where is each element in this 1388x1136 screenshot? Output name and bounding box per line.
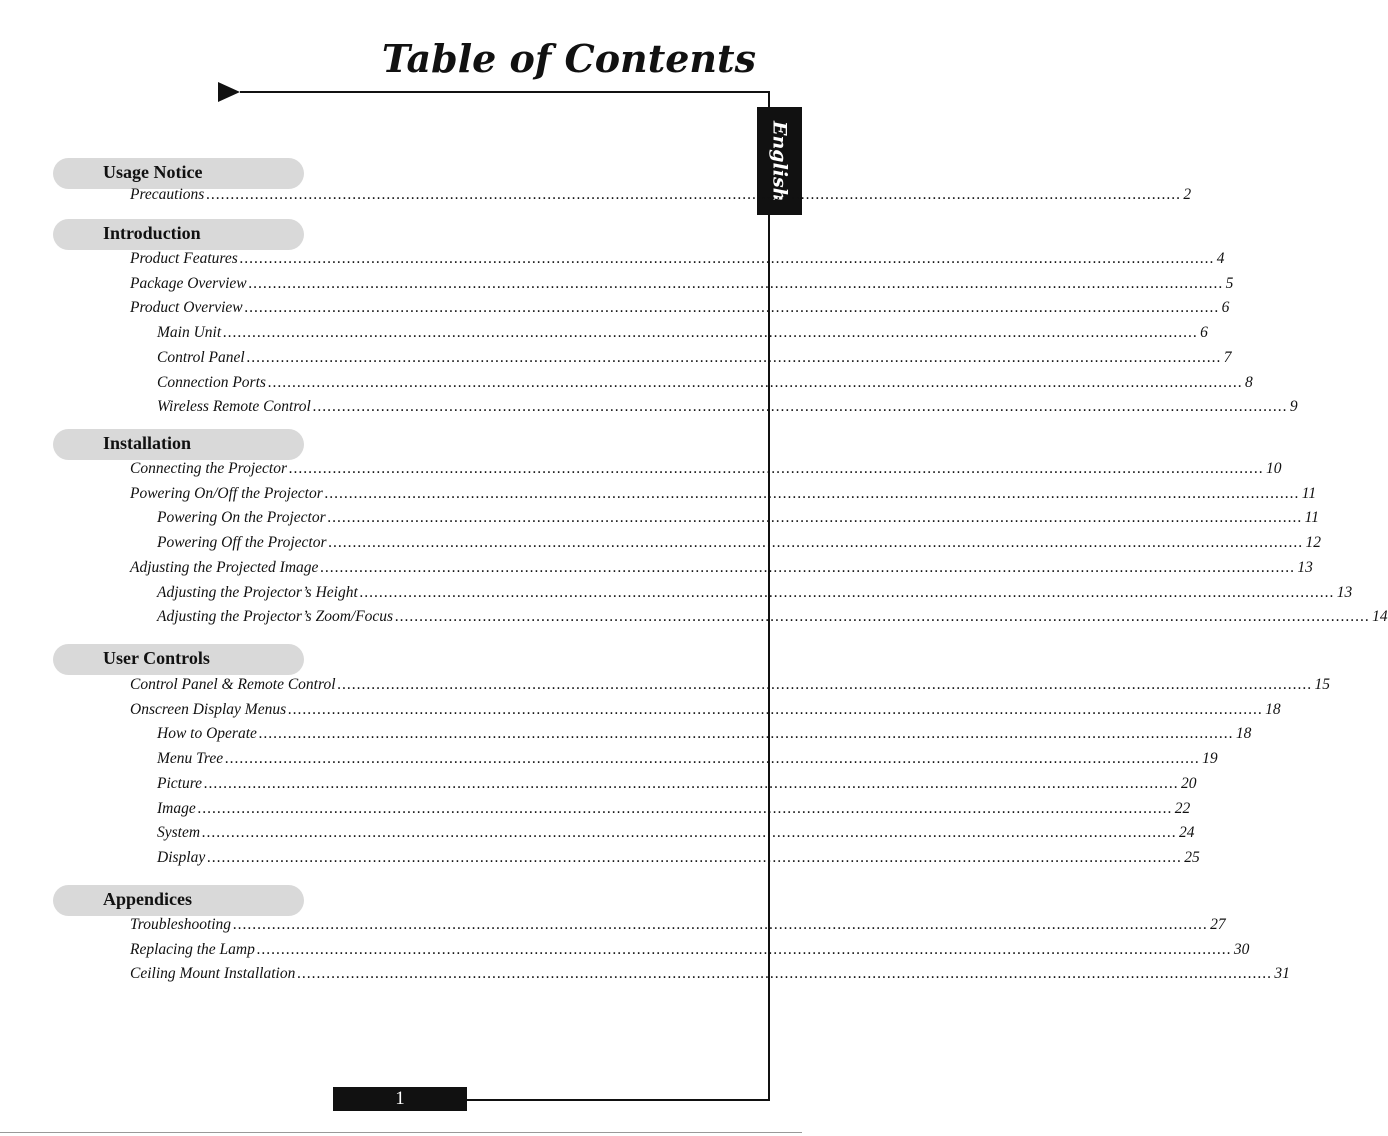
toc-entry-page: 22 — [1174, 799, 1191, 817]
toc-leader-dots: ........................................................................................................................................................................................................ — [248, 274, 1224, 292]
toc-leader-dots: ........................................................................................................................................................................................................ — [312, 398, 1288, 416]
toc-entry-page: 7 — [1223, 348, 1232, 366]
toc-entry-page: 5 — [1225, 274, 1234, 292]
toc-entry-page: 15 — [1314, 676, 1331, 693]
toc-leader-dots: ........................................................................................................................................................................................................ — [297, 965, 1273, 983]
toc-entry[interactable] — [130, 700, 1281, 721]
section-heading[interactable] — [53, 219, 304, 250]
toc-entry-page: 2 — [1183, 186, 1192, 203]
toc-entry-page: 6 — [1221, 299, 1230, 317]
toc-entry[interactable] — [157, 373, 1253, 394]
section-heading-label: Installation — [103, 433, 192, 453]
toc-entry[interactable] — [130, 676, 1331, 696]
toc-entry-title: Package Overview — [130, 274, 247, 292]
toc-entry[interactable] — [157, 725, 1252, 745]
toc-entry-title: Powering Off the Projector — [157, 534, 327, 552]
toc-entry-title: Main Unit — [157, 324, 222, 342]
toc-entry-title: Control Panel — [157, 348, 245, 366]
footer-rule — [467, 1099, 770, 1101]
toc-entry[interactable] — [157, 324, 1208, 344]
toc-entry-title: Menu Tree — [157, 750, 224, 768]
toc-leader-dots: ........................................................................................................................................................................................................ — [395, 608, 1371, 626]
toc-leader-dots: ........................................................................................................................................................................................................ — [197, 799, 1173, 817]
page-title: Table of Contents — [381, 36, 756, 81]
toc-entry-title: Wireless Remote Control — [157, 398, 311, 416]
toc-entry[interactable] — [130, 940, 1250, 961]
toc-entry[interactable] — [157, 848, 1200, 869]
toc-entry-title: Ceiling Mount Installation — [130, 965, 296, 983]
toc-entry[interactable] — [130, 460, 1282, 480]
language-tab-label: English — [768, 120, 791, 202]
toc-entry-title: Powering On/Off the Projector — [130, 484, 323, 502]
section-heading-label: Appendices — [103, 889, 193, 909]
toc-leader-dots: ........................................................................................................................................................................................................ — [324, 484, 1300, 502]
toc-entry-page: 20 — [1181, 774, 1197, 792]
toc-entry-page: 19 — [1202, 750, 1218, 768]
toc-entry-page: 14 — [1372, 608, 1388, 626]
toc-entry-page: 12 — [1305, 534, 1321, 552]
toc-entry[interactable] — [130, 299, 1230, 319]
toc-entry[interactable] — [157, 534, 1321, 554]
toc-leader-dots: ........................................................................................................................................................................................................ — [204, 774, 1180, 792]
toc-entry-title: Adjusting the Projected Image — [130, 558, 319, 576]
toc-entry-title: How to Operate — [157, 725, 257, 743]
toc-entry-title: Connecting the Projector — [130, 460, 287, 477]
toc-entry[interactable] — [130, 250, 1225, 270]
toc-leader-dots: ........................................................................................................................................................................................................ — [320, 558, 1296, 576]
toc-leader-dots: ........................................................................................................................................................................................................ — [207, 848, 1183, 866]
toc-entry-page: 11 — [1304, 509, 1319, 527]
toc-entry[interactable] — [130, 558, 1313, 579]
toc-entry[interactable] — [130, 965, 1290, 985]
toc-entry[interactable] — [157, 750, 1218, 770]
toc-leader-dots: ........................................................................................................................................................................................................ — [267, 373, 1243, 391]
toc-leader-dots: ........................................................................................................................................................................................................ — [359, 583, 1335, 601]
toc-entry-title: Picture — [157, 774, 203, 792]
toc-entry[interactable] — [130, 186, 1192, 206]
toc-entry-page: 18 — [1265, 700, 1281, 718]
toc-entry-page: 30 — [1233, 940, 1250, 958]
toc-leader-dots: ........................................................................................................................................................................................................ — [202, 824, 1178, 842]
toc-entry-title: Control Panel & Remote Control — [130, 676, 336, 693]
toc-entry-page: 11 — [1301, 484, 1317, 502]
toc-leader-dots: ........................................................................................................................................................................................................ — [246, 348, 1222, 366]
toc-entry[interactable] — [157, 799, 1191, 820]
section-heading[interactable] — [53, 644, 304, 675]
toc-entry-title: Display — [157, 848, 206, 866]
toc-entry-title: Precautions — [130, 186, 205, 203]
toc-leader-dots: ........................................................................................................................................................................................................ — [288, 700, 1264, 718]
toc-leader-dots: ........................................................................................................................................................................................................ — [206, 186, 1182, 203]
toc-entry-page: 10 — [1265, 460, 1282, 477]
toc-entry-page: 13 — [1297, 558, 1313, 576]
toc-entry[interactable] — [157, 348, 1232, 369]
toc-entry-page: 13 — [1336, 583, 1353, 601]
toc-entry-title: Adjusting the Projector’s Height — [157, 583, 358, 601]
toc-entry-title: Troubleshooting — [130, 916, 232, 933]
section-heading[interactable] — [53, 158, 304, 189]
toc-entry-title: Connection Ports — [157, 373, 266, 391]
toc-entry[interactable] — [157, 509, 1319, 529]
toc-entry-title: Onscreen Display Menus — [130, 700, 287, 718]
page-edge-line — [0, 1132, 802, 1133]
page-number: 1 — [333, 1087, 467, 1111]
toc-entry[interactable] — [157, 608, 1388, 628]
section-heading-label: User Controls — [103, 648, 210, 668]
toc-leader-dots: ........................................................................................................................................................................................................ — [288, 460, 1264, 477]
section-heading-label: Introduction — [103, 223, 201, 243]
toc-entry-page: 4 — [1216, 250, 1225, 267]
header-rule — [240, 91, 770, 93]
toc-leader-dots: ........................................................................................................................................................................................................ — [225, 750, 1201, 768]
toc-leader-dots: ........................................................................................................................................................................................................ — [239, 250, 1215, 267]
toc-entry-page: 6 — [1200, 324, 1208, 342]
toc-leader-dots: ........................................................................................................................................................................................................ — [223, 324, 1199, 342]
toc-entry[interactable] — [157, 824, 1195, 844]
toc-entry-page: 8 — [1244, 373, 1253, 391]
toc-entry-title: Product Features — [130, 250, 238, 267]
toc-leader-dots: ........................................................................................................................................................................................................ — [233, 916, 1209, 933]
toc-entry[interactable] — [130, 274, 1234, 295]
toc-entry-title: Image — [157, 799, 196, 817]
toc-leader-dots: ........................................................................................................................................................................................................ — [256, 940, 1232, 958]
toc-entry[interactable] — [157, 398, 1298, 418]
toc-leader-dots: ........................................................................................................................................................................................................ — [244, 299, 1220, 317]
toc-entry-page: 18 — [1235, 725, 1252, 743]
toc-entry-title: Powering On the Projector — [157, 509, 326, 527]
title-arrow-icon — [218, 82, 240, 102]
toc-leader-dots: ........................................................................................................................................................................................................ — [258, 725, 1234, 743]
toc-leader-dots: ........................................................................................................................................................................................................ — [327, 509, 1303, 527]
toc-entry[interactable] — [157, 774, 1197, 795]
toc-entry[interactable] — [130, 484, 1317, 505]
toc-entry-page: 25 — [1184, 848, 1200, 866]
section-heading[interactable] — [53, 885, 304, 916]
toc-entry-title: Product Overview — [130, 299, 243, 317]
toc-entry-title: System — [157, 824, 201, 842]
toc-entry-page: 9 — [1289, 398, 1298, 416]
toc-entry-page: 27 — [1210, 916, 1226, 933]
toc-entry[interactable] — [130, 916, 1226, 936]
toc-entry-page: 24 — [1179, 824, 1195, 842]
toc-entry-title: Replacing the Lamp — [130, 940, 255, 958]
toc-leader-dots: ........................................................................................................................................................................................................ — [337, 676, 1313, 693]
toc-entry-title: Adjusting the Projector’s Zoom/Focus — [157, 608, 394, 626]
toc-entry-page: 31 — [1274, 965, 1290, 983]
toc-leader-dots: ........................................................................................................................................................................................................ — [328, 534, 1304, 552]
section-heading-label: Usage Notice — [103, 162, 203, 182]
toc-entry[interactable] — [157, 583, 1353, 604]
section-heading[interactable] — [53, 429, 304, 460]
